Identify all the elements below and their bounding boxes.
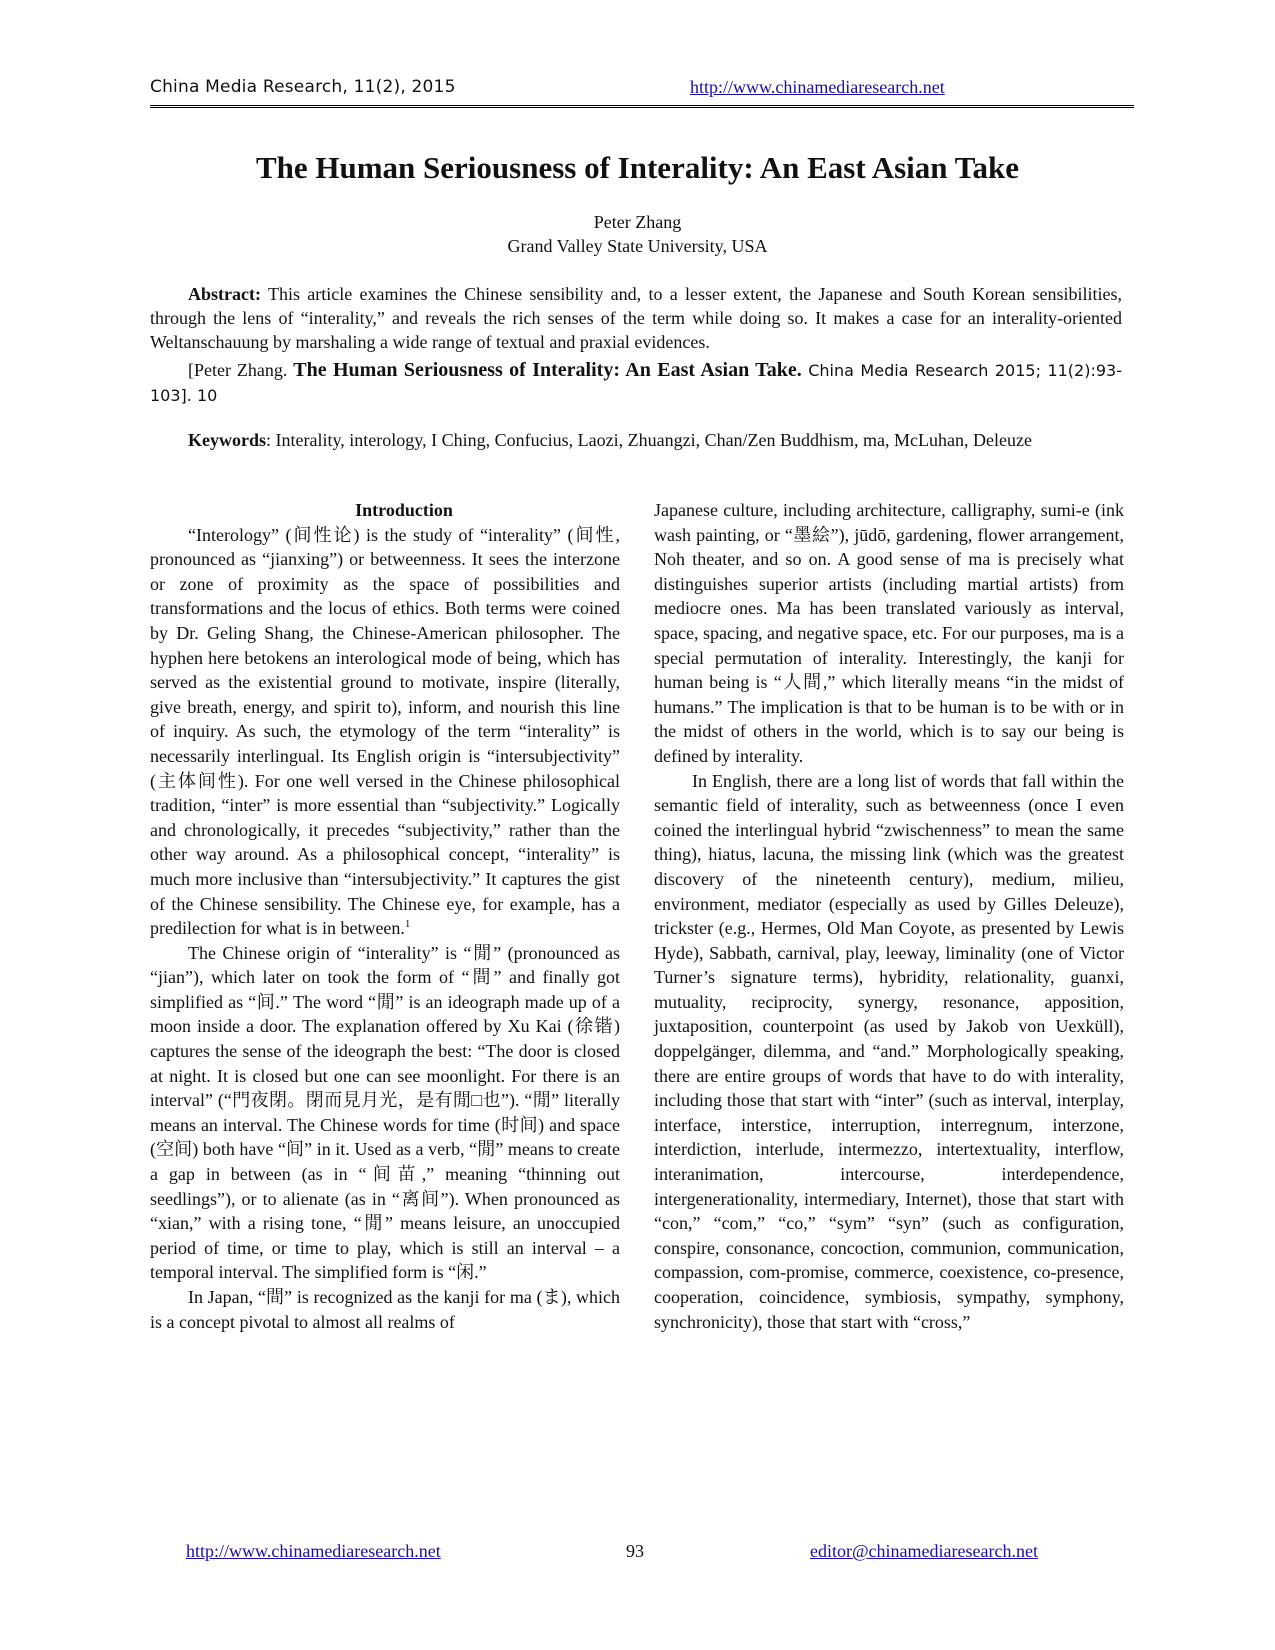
footnote-marker[interactable]: 1 <box>404 918 411 931</box>
keywords-paragraph <box>150 428 1122 452</box>
body-paragraph: The Chinese origin of “interality” is “閒” (pronounced as “jian”), which later on took the form of “間” and finally got simplified as “间.” The word “閒” is an ideograph made up of a moon inside a door. The explanation offered by Xu Kai (徐锴) captures the sense of the ideograph the best: “The door is closed at night. It is closed but one can see moonlight. For there is an interval” (“門夜閉。閉而見月光，是有閒□也”). “閒” literally means an interval. The Chinese words for time (时间) and space (空间) both have “间” in it. Used as a verb, “閒” means to create a gap in between (as in “间苗,” meaning “thinning out seedlings”), or to alienate (as in “离间”). When pronounced as “xian,” with a rising tone, “閒” means leisure, an unoccupied period of time, or time to play, which is still an interval – a temporal interval. The simplified form is “闲.” <box>150 942 620 1283</box>
footer-url-link[interactable]: http://www.chinamediaresearch.net <box>186 1541 441 1561</box>
body-paragraph: In Japan, “間” is recognized as the kanji for ma (ま), which is a concept pivotal to almost all realms of <box>150 1287 620 1332</box>
article-title: The Human Seriousness of Interality: An East Asian Take <box>255 150 1020 185</box>
page-number: 93 <box>626 1541 644 1561</box>
section-heading: Introduction <box>355 500 453 520</box>
body-paragraph: In English, there are a long list of words that fall within the semantic field of interality, such as betweenness (once I even coined the interlingual hybrid “zwischenness” to mean the same thing), hiatus, lacuna, the missing link (which was the greatest discovery of the nineteenth century), medium, milieu, environment, mediator (especially as used by Gilles Deleuze), trickster (e.g., Hermes, Old Man Coyote, as presented by Lewis Hyde), Sabbath, carnival, play, leeway, liminality (one of Victor Turner’s signature terms), hybridity, relationality, guanxi, mutuality, reciprocity, synergy, resonance, apposition, juxtaposition, counterpoint (as used by Jakob von Uexküll), doppelgänger, dilemma, and “and.” Morphologically speaking, there are entire groups of words that have to do with interality, including those that start with “inter” (such as interval, interplay, interface, interstice, interruption, interregnum, interzone, interdiction, interlude, intermezzo, intertextuality, interflow, interanimation, intercourse, interdependence, intergenerationality, intermediary, Internet), those that start with “con,” “com,” “co,” “sym” “syn” (such as configuration, conspire, consonance, concoction, communion, communication, compassion, com-promise, commerce, coexistence, co-presence, cooperation, coincidence, symbiosis, sympathy, symphony, synchronicity), those that start with “cross,” <box>654 770 1124 1332</box>
abstract-text: This article examines the Chinese sensibility and, to a lesser extent, the Japanese and South Korean sensibilities, through the lens of “interality,” and reveals the rich senses of the term while doing so. It makes a case for an interality-oriented Weltanschauung by marshaling a wide range of textual and praxial evidences. <box>150 284 1122 352</box>
abstract-label: Abstract: <box>188 284 261 304</box>
author-name: Peter Zhang <box>593 212 682 232</box>
header-url-link[interactable]: http://www.chinamediaresearch.net <box>690 77 945 97</box>
keywords-section <box>150 428 1122 452</box>
page-header <box>150 77 1134 108</box>
keywords-label: Keywords <box>188 430 266 450</box>
abstract-section <box>150 282 1122 408</box>
paragraph-text: “Interology” (间性论) is the study of “interality” (间性, pronounced as “jianxing”) or betweenness. It sees the interzone or zone of proximity as the space of possibilities and transformations and the locus of ethics. Both terms were coined by Dr. Geling Shang, the Chinese-American philosopher. The hyphen here betokens an interological mode of being, which has served as the existential ground to motivate, inspire (literally, give breath, energy, and spirit to), inform, and nourish this line of inquiry. As such, the etymology of the term “interality” is necessarily interlingual. Its English origin is “intersubjectivity” (主体间性). For one well versed in the Chinese philosophical tradition, “inter” is more essential than “subjectivity.” Logically and chronologically, it precedes “subjectivity,” rather than the other way around. As a philosophical concept, “interality” is much more inclusive than “intersubjectivity.” It captures the gist of the Chinese sensibility. The Chinese eye, for example, has a predilection for what is in between. <box>150 524 620 939</box>
abstract-paragraph <box>150 282 1122 354</box>
body-paragraph: Japanese culture, including architecture, calligraphy, sumi-e (ink wash painting, or “墨絵”), jūdō, gardening, flower arrangement, Noh theater, and so on. A good sense of ma is precisely what distinguishes superior artists (including martial artists) from mediocre ones. Ma has been translated variously as interval, space, spacing, and negative space, etc. For our purposes, ma is a special permutation of interality. Interestingly, the kanji for human being is “人間,” which literally means “in the midst of humans.” The implication is that to be human is to be with or in the midst of others in the world, which is to say our being is defined by interality. <box>654 500 1124 766</box>
keywords-text: : Interality, interology, I Ching, Confucius, Laozi, Zhuangzi, Chan/Zen Buddhism, ma, McLuhan, Deleuze <box>266 430 1032 450</box>
page-footer <box>0 1541 1275 1565</box>
body-column-right <box>654 498 1124 1334</box>
citation-title: The Human Seriousness of Interality: An East Asian Take. <box>293 359 802 381</box>
body-paragraph <box>150 523 620 941</box>
journal-citation: China Media Research, 11(2), 2015 <box>150 77 456 97</box>
citation-paragraph <box>150 358 1122 408</box>
citation-prefix: [Peter Zhang. <box>188 360 294 380</box>
author-affiliation: Grand Valley State University, USA <box>507 236 768 256</box>
footer-email-link[interactable]: editor@chinamediaresearch.net <box>810 1541 1038 1561</box>
body-column-left <box>150 498 620 1334</box>
citation-source: China Media Research 2015; 11(2):93-103]. 10 <box>150 361 1122 405</box>
